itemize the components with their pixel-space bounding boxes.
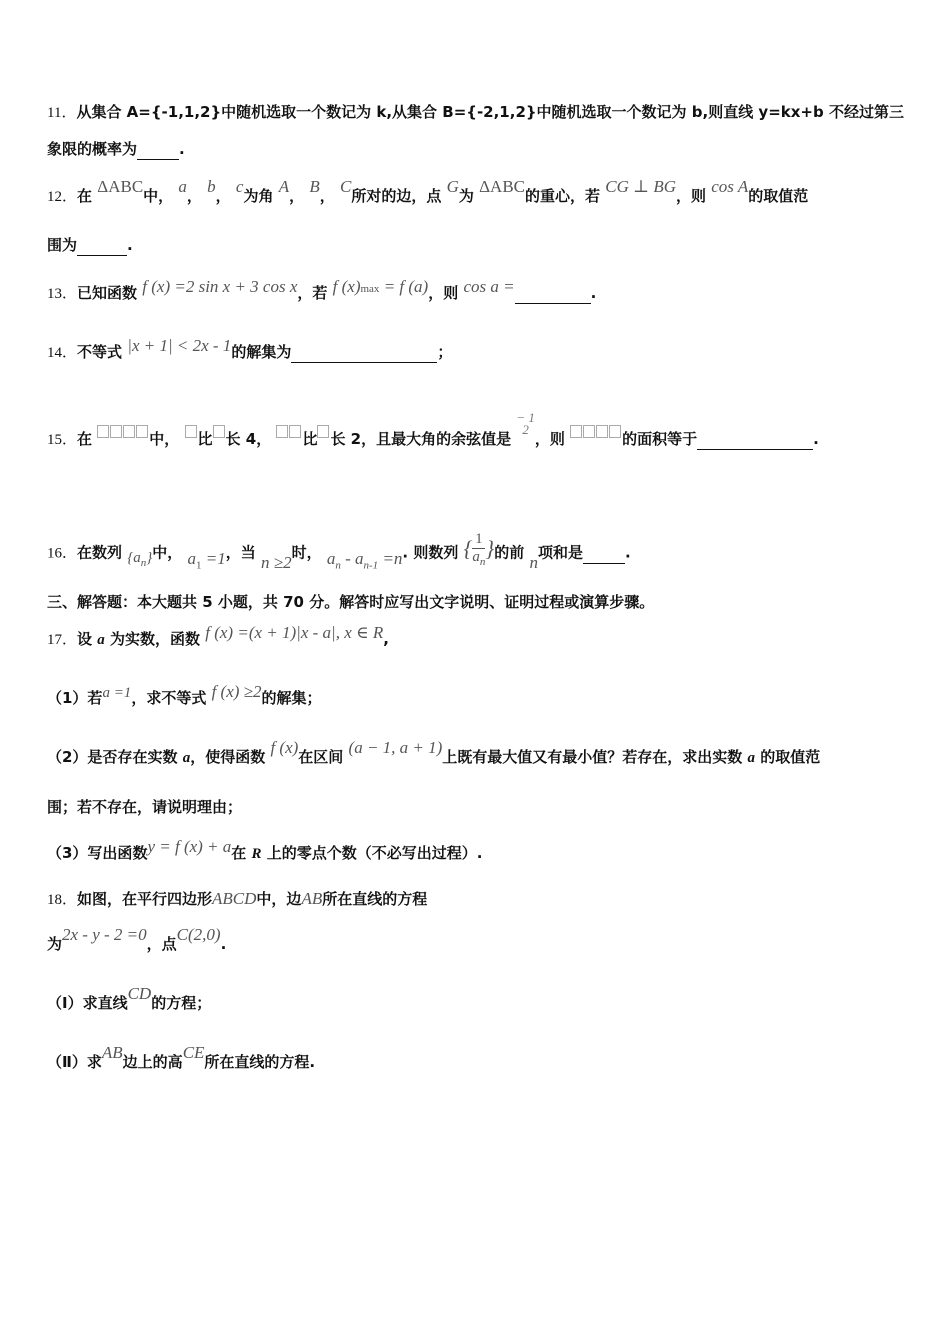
- period: .: [813, 430, 819, 448]
- text: 设: [77, 630, 93, 648]
- math-triangle: ΔABC: [97, 177, 144, 196]
- text: 在: [77, 430, 93, 448]
- question-number: 16．: [47, 545, 78, 562]
- question-number: 11．: [47, 105, 77, 121]
- text: 的前: [494, 543, 525, 562]
- math-triangle: ΔABC: [479, 177, 525, 196]
- math-perpendicular: CG ⊥ BG: [605, 177, 677, 196]
- math-cos: cos A: [711, 177, 749, 196]
- math-n: n: [529, 552, 538, 572]
- text: 在数列: [77, 543, 123, 562]
- text: 在: [77, 187, 93, 205]
- box: [289, 425, 301, 438]
- box: [317, 425, 329, 438]
- text: （3）写出函数: [47, 844, 148, 862]
- math-function: y = f (x) + a: [147, 837, 232, 856]
- question-text: 象限的概率为: [47, 140, 138, 158]
- question-17-part3: [47, 837, 483, 864]
- answer-blank: [77, 235, 127, 256]
- math-part: f (x): [332, 277, 361, 296]
- text: 所对的边，点: [351, 187, 442, 205]
- var-a: a: [97, 632, 105, 648]
- math-subscript: n-1: [363, 558, 379, 571]
- question-18-part2: [47, 1043, 316, 1072]
- text: 的解集为: [231, 343, 292, 361]
- text: 在区间: [298, 748, 344, 766]
- text: 已知函数: [77, 284, 138, 302]
- text: ，: [289, 187, 305, 205]
- math-part: a: [133, 549, 141, 566]
- answer-blank: [515, 283, 591, 304]
- text: 的解集；: [261, 689, 322, 707]
- text: ，: [186, 187, 202, 205]
- text: 所在直线的方程.: [204, 1053, 316, 1071]
- question-18-line2: [47, 925, 227, 954]
- box: [123, 425, 135, 438]
- text: ，使得函数: [190, 748, 266, 766]
- answer-blank: [583, 543, 625, 564]
- math-ab: AB: [301, 889, 323, 908]
- period: .: [624, 543, 631, 562]
- question-17: [47, 623, 389, 650]
- text: 所在直线的方程: [322, 890, 428, 908]
- question-13: [47, 277, 597, 305]
- question-number: 12．: [47, 189, 78, 205]
- math-max: [333, 277, 429, 299]
- period: .: [590, 284, 597, 302]
- box: [570, 425, 582, 438]
- text: 为: [47, 935, 63, 953]
- fraction-denominator: 2: [522, 421, 529, 437]
- text: 长 4，: [225, 430, 272, 448]
- period: .: [179, 140, 185, 158]
- math-abcd: ABCD: [212, 889, 257, 908]
- box: [213, 425, 225, 438]
- text: ，: [215, 187, 231, 205]
- text: 为角: [243, 187, 274, 205]
- fraction-numerator: 1: [472, 531, 485, 549]
- question-12-line1: [47, 177, 809, 207]
- question-18: [47, 889, 427, 910]
- box: [136, 425, 148, 438]
- box: [110, 425, 122, 438]
- text: 在: [231, 844, 247, 862]
- question-11-line1: [47, 102, 904, 123]
- math-part: =1: [205, 548, 226, 568]
- question-17-part2: [47, 738, 821, 768]
- text: 的方程；: [151, 994, 212, 1012]
- text: ，若: [297, 284, 328, 302]
- math-point-c: C(2,0): [176, 925, 221, 944]
- box: [583, 425, 595, 438]
- text: 的重心，若: [525, 187, 601, 205]
- math-a-equals-1: a =1: [102, 685, 132, 701]
- math-part: =n: [382, 548, 403, 568]
- text: ，: [319, 187, 335, 205]
- question-number: 15．: [47, 432, 78, 448]
- box: [596, 425, 608, 438]
- text: （Ⅱ）求: [47, 1053, 102, 1071]
- question-14: [47, 336, 453, 363]
- math-subscript: n: [479, 556, 486, 568]
- math-sequence: $\{a_n\}$: [127, 549, 153, 569]
- math-subscript: n: [140, 556, 147, 569]
- question-number: 18．: [47, 892, 78, 908]
- text: 上的零点个数（不必写出过程）.: [266, 844, 483, 862]
- fraction-minus-half: [516, 409, 535, 437]
- question-15: [47, 409, 819, 452]
- text: 项和是: [537, 543, 583, 562]
- text: ，则: [428, 284, 459, 302]
- text: 的面积等于: [622, 430, 698, 448]
- text: （Ⅰ）求直线: [47, 994, 128, 1012]
- answer-blank: [697, 429, 813, 450]
- question-12-line2: [47, 235, 133, 256]
- fraction-denominator: [472, 549, 485, 571]
- text: 时，: [291, 543, 322, 562]
- text: 为实数，函数: [110, 630, 201, 648]
- text: 中，: [143, 187, 174, 205]
- math-reciprocal-sequence: { $\frac{1}{a_n}$ }: [464, 531, 495, 571]
- text: （2）是否存在实数: [47, 748, 178, 766]
- text: 如图，在平行四边形: [77, 890, 213, 908]
- period: .: [127, 236, 133, 254]
- box: [185, 425, 197, 438]
- math-part: - a: [340, 548, 364, 568]
- text: ，点: [146, 935, 177, 953]
- math-ce: CE: [182, 1043, 205, 1062]
- text: 不等式: [77, 343, 123, 361]
- math-part: a: [187, 548, 197, 568]
- var-a: a: [747, 750, 756, 766]
- text: 长 2，且最大角的余弦值是: [330, 430, 512, 448]
- math-part: a: [326, 548, 336, 568]
- question-17-part2-line2: 围；若不存在，请说明理由；: [47, 798, 243, 816]
- fraction-numerator: − 1: [516, 409, 535, 425]
- text: 为: [458, 187, 474, 205]
- text: 中，: [152, 543, 183, 562]
- question-11-line2: [47, 139, 185, 160]
- math-fraction: [472, 531, 485, 571]
- math-G: G: [446, 177, 459, 196]
- box: [609, 425, 621, 438]
- text: ,: [383, 630, 389, 648]
- math-part: a: [472, 549, 480, 565]
- math-interval: (a − 1, a + 1): [348, 738, 443, 757]
- math-line-equation: 2x - y - 2 =0: [62, 925, 147, 944]
- question-17-part1: [47, 682, 322, 709]
- math-function: f (x) =2 sin x + 3 cos x: [142, 277, 298, 296]
- text: ，则: [534, 430, 565, 448]
- text: 的取值范: [760, 748, 821, 766]
- box: [97, 425, 109, 438]
- text: 上既有最大值又有最小值？若存在，求出实数: [442, 748, 743, 766]
- math-inequality: |x + 1| < 2x - 1: [127, 336, 232, 355]
- math-c: c: [235, 177, 244, 196]
- question-16: [47, 533, 631, 573]
- math-B: B: [309, 177, 320, 196]
- text: （1）若: [47, 689, 103, 707]
- answer-blank: [291, 342, 437, 363]
- text: 比: [197, 430, 213, 448]
- var-a: a: [182, 750, 191, 766]
- math-inequality: f (x) ≥2: [211, 682, 262, 701]
- text: 围为: [47, 236, 78, 254]
- text: 比: [302, 430, 318, 448]
- math-n-condition: n ≥2: [261, 552, 292, 572]
- text: ；: [437, 343, 453, 361]
- placeholder-boxes: [570, 430, 622, 448]
- box: [276, 425, 288, 438]
- text: . 则数列: [402, 543, 459, 562]
- text: ，求不等式: [131, 689, 207, 707]
- question-text: 从集合 A={-1,1,2}中随机选取一个数记为 k,从集合 B={-2,1,2}中随机选取一个数记为 b,则直线 y=kx+b 不经过第三: [76, 103, 904, 121]
- math-part: = f (a): [383, 277, 429, 296]
- math-b: b: [207, 177, 216, 196]
- math-cd: CD: [127, 984, 152, 1003]
- math-C: C: [339, 177, 352, 196]
- text: ，当: [225, 543, 256, 562]
- text: 中，: [149, 430, 180, 448]
- math-subscript: 1: [196, 558, 202, 571]
- section-heading: 三、解答题：本大题共 5 小题，共 70 分。解答时应写出文字说明、证明过程或演算步骤。: [47, 593, 655, 611]
- question-number: 14．: [47, 345, 78, 361]
- text: 边上的高: [122, 1053, 183, 1071]
- math-ab: AB: [101, 1043, 123, 1062]
- math-function: f (x) =(x + 1)|x - a|, x ∈ R: [205, 623, 384, 642]
- question-number: 17．: [47, 632, 78, 648]
- math-cos: cos a =: [463, 277, 515, 296]
- question-18-part1: [47, 984, 212, 1013]
- math-recurrence: [327, 549, 403, 575]
- math-subscript: max: [360, 283, 380, 295]
- answer-blank: [137, 139, 179, 160]
- var-R: R: [251, 846, 262, 862]
- math-A: A: [278, 177, 290, 196]
- text: ，则: [676, 187, 707, 205]
- placeholder-boxes: [97, 430, 149, 448]
- math-subscript: n: [335, 558, 341, 571]
- math-f: f (x): [270, 738, 299, 757]
- question-number: 13．: [47, 286, 78, 302]
- math-a1: [188, 549, 226, 575]
- text: 的取值范: [748, 187, 809, 205]
- period: .: [220, 935, 227, 953]
- math-a: a: [178, 177, 187, 196]
- text: 中，边: [256, 890, 302, 908]
